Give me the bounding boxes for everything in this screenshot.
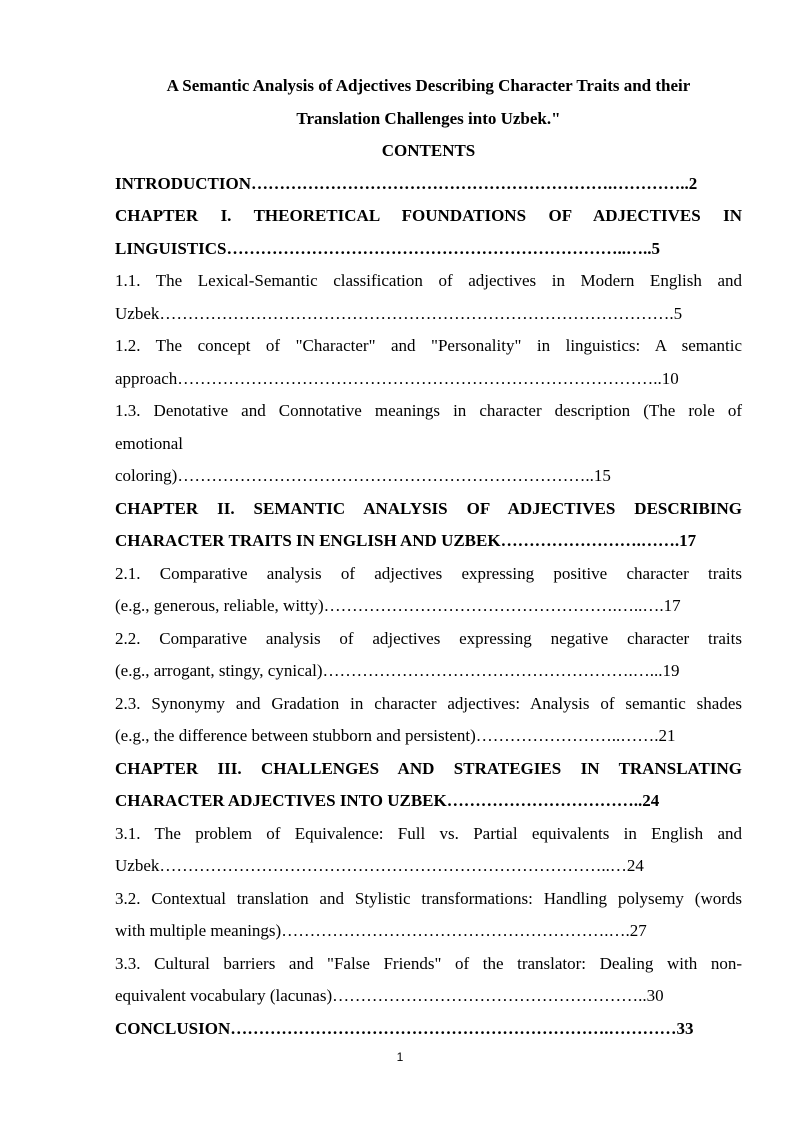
toc-line: Uzbek……………………………………………………………………………….5: [115, 303, 683, 323]
toc-chapter-entry: [115, 168, 742, 201]
toc-section-entry: [115, 948, 742, 1013]
toc-line: 2.2. Comparative analysis of adjectives expressing negative character traits: [115, 628, 742, 648]
document-title: [135, 70, 722, 135]
toc-line: 1.1. The Lexical-Semantic classification of adjectives in Modern English and: [115, 271, 742, 290]
toc-line: CHAPTER III. CHALLENGES AND STRATEGIES IN TRANSLATING: [115, 758, 742, 778]
toc-line: (e.g., arrogant, stingy, cynical)……………………………………………….…...19: [115, 661, 680, 680]
toc-line: with multiple meanings)………………………………………………….….27: [115, 921, 647, 940]
toc-line: CHAPTER I. THEORETICAL FOUNDATIONS OF ADJECTIVES IN: [115, 206, 742, 225]
toc-line: (e.g., generous, reliable, witty)…………………………………………….…..….17: [115, 596, 681, 615]
document-page: [115, 70, 742, 1045]
toc-section-entry: [115, 883, 742, 948]
toc-chapter-entry: [115, 753, 742, 818]
toc-section-entry: [115, 688, 742, 753]
toc-section-entry: [115, 395, 742, 493]
toc-line: 3.1. The problem of Equivalence: Full vs. Partial equivalents in English and: [115, 823, 742, 843]
toc-section-entry: [115, 330, 742, 395]
toc-line: coloring)………………………………………………………………..15: [115, 466, 611, 485]
toc-section-entry: [115, 818, 742, 883]
toc-line: 1.2. The concept of "Character" and "Personality" in linguistics: A semantic: [115, 336, 742, 355]
toc-line: (e.g., the difference between stubborn and persistent)……………………..…….21: [115, 726, 676, 745]
toc-section-entry: [115, 265, 742, 330]
toc-line: CHARACTER TRAITS IN ENGLISH AND UZBEK…………………….…….17: [115, 531, 697, 550]
toc-line: Uzbek……………………………………………………………………..…24: [115, 856, 644, 875]
toc-chapter-entry: [115, 493, 742, 558]
toc-line: emotional: [115, 433, 183, 453]
toc-chapter-entry: [115, 1013, 742, 1046]
toc-line: 1.3. Denotative and Connotative meanings in character description (The role of: [115, 401, 742, 420]
toc-line: CONCLUSION………………………………………………………….…………33: [115, 1018, 694, 1038]
page-number: 1: [396, 1050, 404, 1064]
title-line-2: Translation Challenges into Uzbek.": [296, 108, 561, 128]
toc-chapter-entry: [115, 200, 742, 265]
toc-line: CHARACTER ADJECTIVES INTO UZBEK……………………………..24: [115, 791, 660, 810]
toc-section-entry: [115, 558, 742, 623]
toc-line: 2.1. Comparative analysis of adjectives expressing positive character traits: [115, 563, 742, 583]
toc-line: 2.3. Synonymy and Gradation in character adjectives: Analysis of semantic shades: [115, 693, 742, 713]
toc-section-entry: [115, 623, 742, 688]
toc-line: INTRODUCTION……………………………………………………….…………..2: [115, 173, 698, 193]
toc-line: approach…………………………………………………………………………..10: [115, 368, 679, 388]
toc-line: CHAPTER II. SEMANTIC ANALYSIS OF ADJECTIVES DESCRIBING: [115, 498, 742, 518]
contents-heading: CONTENTS: [381, 141, 476, 160]
toc-line: 3.2. Contextual translation and Stylistic transformations: Handling polysemy (words: [115, 888, 742, 908]
toc-line: LINGUISTICS……………………………………………………………..…..5: [115, 238, 660, 258]
title-line-1: A Semantic Analysis of Adjectives Describing Character Traits and their: [166, 76, 691, 95]
toc-line: 3.3. Cultural barriers and "False Friends" of the translator: Dealing with non-: [115, 953, 742, 973]
table-of-contents: [115, 168, 742, 1046]
toc-line: equivalent vocabulary (lacunas)………………………………………………..30: [115, 986, 664, 1005]
